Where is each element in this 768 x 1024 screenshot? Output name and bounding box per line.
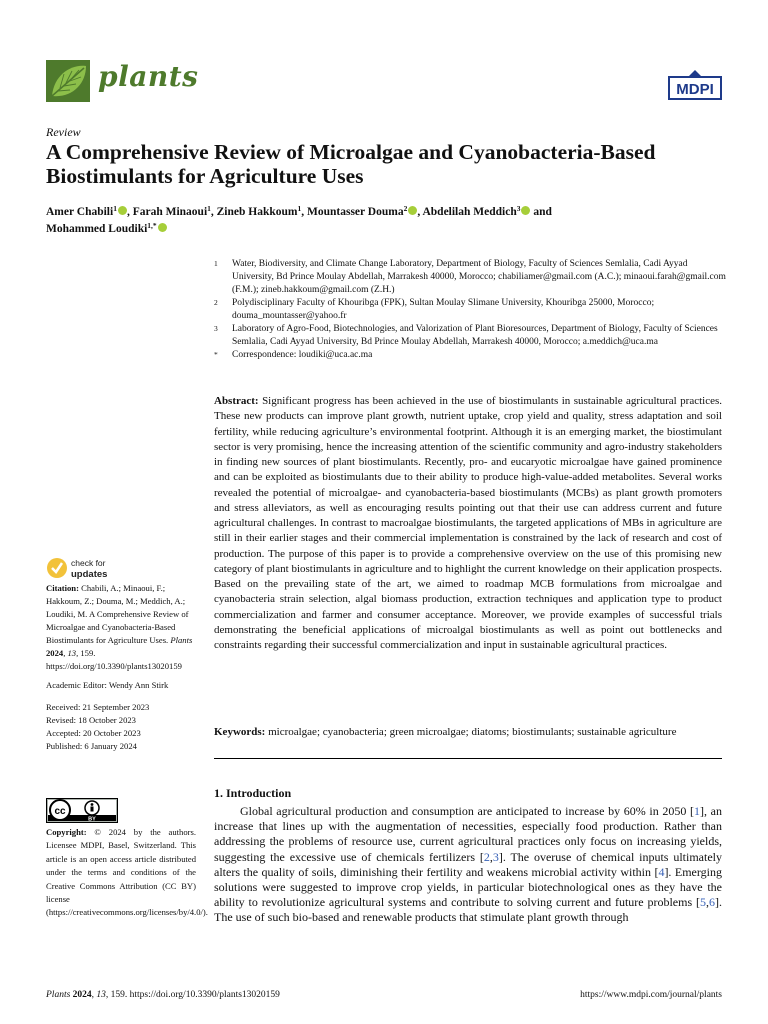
orcid-icon[interactable] (118, 206, 127, 215)
academic-editor: Academic Editor: Wendy Ann Stirk (46, 680, 169, 690)
intro-paragraph (214, 804, 722, 926)
mdpi-logo-text: MDPI (676, 81, 714, 98)
revised-date: Revised: 18 October 2023 (46, 715, 136, 725)
citation-journal: Plants (170, 635, 193, 645)
author-affiliation-marker: 2 (403, 204, 408, 213)
affiliation-text: Polydisciplinary Faculty of Khouribga (FPK), Sultan Moulay Slimane University, Khouribga 25000, Morocco; douma_mountasser@yahoo.fr (232, 298, 655, 321)
author-name[interactable]: Mohammed Loudiki (46, 223, 148, 235)
reference-link[interactable]: 5 (700, 895, 706, 910)
check-for-updates-badge[interactable] (46, 555, 126, 581)
author-affiliation-marker: 1 (207, 204, 211, 213)
intro-text-run: ]. The overuse of chemical inputs ultimately alters the quality of soils, diminishing their fertility and weakens microbial activity within [ (214, 849, 722, 879)
correspondence (214, 349, 726, 362)
abstract-label: Abstract: (214, 395, 259, 407)
orcid-icon[interactable] (408, 206, 417, 215)
author-list (46, 204, 736, 238)
citation-doi[interactable]: 159. https://doi.org/10.3390/plants13020159 (46, 648, 182, 671)
author-affiliation-marker: 1 (113, 204, 117, 213)
reference-link[interactable]: 4 (658, 864, 665, 879)
section-heading: 1. Introduction (214, 786, 292, 800)
abstract (214, 394, 722, 653)
intro-text-run: , (706, 895, 709, 910)
author-name[interactable]: Amer Chabili (46, 206, 114, 218)
author-affiliation-marker: 3 (516, 204, 521, 213)
author-separator: , (301, 206, 307, 218)
copyright-notice (46, 826, 208, 920)
cc-badge-label: BY (88, 816, 96, 823)
intro-text-run: , (489, 849, 493, 864)
author-name[interactable]: Abdelilah Meddich (422, 206, 517, 218)
affiliation-number: 2 (214, 298, 218, 307)
footer-doi[interactable]: 159. https://doi.org/10.3390/plants13020159 (110, 990, 280, 1000)
affiliation-item (214, 258, 726, 297)
affiliation-number: 3 (214, 324, 218, 333)
article-title: A Comprehensive Review of Microalgae and Cyanobacteria-Based Biostimulants for Agriculture Uses (46, 140, 656, 188)
orcid-icon[interactable] (158, 223, 167, 232)
accepted-date: Accepted: 20 October 2023 (46, 728, 141, 738)
author-affiliation-marker: 1,* (147, 221, 157, 230)
affiliations (214, 258, 726, 362)
author-name[interactable]: Mountasser Douma (307, 206, 404, 218)
citation-label: Citation: (46, 583, 79, 593)
reference-link[interactable]: 1 (694, 804, 701, 818)
cc-by-license-icon[interactable] (46, 798, 118, 823)
keywords-text: microalgae; cyanobacteria; green microalgae; diatoms; biostimulants; sustainable agriculture (268, 726, 677, 738)
citation-year: 2024 (46, 648, 64, 658)
intro-text-run: ], an increase that lines up with the augmentation of necessities, especially food production. Rather than addressing the problems of resource use, current agricultural practices only focus on increasing yields, suggesting the excessive use of chemicals fertilizers [ (214, 804, 722, 864)
article-type: Review (46, 125, 81, 139)
publication-dates (46, 701, 196, 753)
author-name[interactable]: Farah Minaoui (132, 206, 208, 218)
mdpi-logo (668, 68, 722, 102)
author-separator: , (210, 206, 217, 218)
author-affiliation-marker: 1 (297, 204, 302, 213)
author-separator: , (417, 206, 423, 218)
intro-text-run: ]. The use of such bio-based and renewable products that stimulate plant growth through (214, 895, 722, 925)
affiliation-text: Laboratory of Agro-Food, Biotechnologies, and Valorization of Plant Bioresources, Department of Biology, Faculty of Sciences Semlalia, Cadi Ayyad University, Bd Prince Moulay Abdellah, Marrakesh 40000, Morocco; a.meddich@uca.ma (232, 324, 718, 347)
reference-link[interactable]: 2 (483, 849, 490, 864)
copyright-label: Copyright: (46, 827, 87, 837)
intro-text-run: ]. Emerging solutions were suggested to improve crop yields, in particular biotechnological ones as they have the ability to revolutionize agricultural systems and contribute to solving current and future problems [ (214, 864, 722, 910)
abstract-text: Significant progress has been achieved in the use of biostimulants in sustainable agricultural practices. These new products can improve plant growth, nutrient uptake, crop yield and quality, stress adaptation and soil fertility, while reducing agriculture’s environmental footprint. Although it is an emerging market, the biostimulant sector is very promising, hence the increasing attention of the scientific community and agro-industry stakeholders in finding new sources of plant biostimulants. Recently, pro- and eucaryotic microalgae have gained prominence and can be exploited as biostimulants due to their ability to produce high-value-added metabolites. Several works revealed the potential of microalgae- and cyanobacteria-based biostimulants (MCBs) as plant growth promoters and stress alleviators, as well as encouraging results pointing out that their use can address current and future agricultural challenges. In contrast to macroalgae biostimulants, the targeted applications of MBs in agriculture are still in their earlier stages and their commercial implementation is constrained by the lack of research and cost of production. The purpose of this paper is to provide a comprehensive overview on the use of this promising new category of plant biostimulants in agriculture and to highlight the current knowledge on their application prospects. Based on the prevailing state of the art, we aimed to roadmap MCB formulations from microalgae and cyanobacteria strain selection, algal biomass production, extraction techniques and application type to product commercialization and farmer and consumer acceptance. Moreover, we provide examples of successful trials demonstrating the beneficial applications of microalgal biostimulants as well as point out bottlenecks and constraints regarding their successful commercialization and input in sustainable agricultural practices. (214, 395, 723, 651)
keywords (214, 725, 722, 740)
received-date: Received: 21 September 2023 (46, 702, 150, 712)
citation-volume: 13 (67, 648, 77, 658)
footer-citation: Plants 2024, 13, 159. https://doi.org/10.3390/plants13020159 (46, 990, 280, 1000)
published-date: Published: 6 January 2024 (46, 741, 137, 751)
sidebar (46, 582, 196, 753)
footer-volume: 13 (96, 990, 106, 1000)
reference-link[interactable]: 3 (492, 849, 499, 864)
affiliation-number: * (214, 350, 218, 359)
section-divider (214, 758, 722, 759)
journal-name: plants (98, 60, 199, 93)
check-updates-line1: check for (71, 558, 106, 568)
footer-journal-url[interactable]: https://www.mdpi.com/journal/plants (580, 990, 722, 1000)
plants-leaf-logo (46, 60, 90, 102)
author-line-2 (46, 221, 736, 238)
svg-text:cc: cc (54, 806, 66, 817)
affiliation-item (214, 297, 726, 323)
intro-text-run: Global agricultural production and consumption are anticipated to increase by 60% in 2050 [ (240, 804, 695, 818)
citation-text: Chabili, A.; Minaoui, F.; Hakkoum, Z.; Douma, M.; Meddich, A.; Loudiki, M. A Comprehensive Review of Microalgae and Cyanobacteria-Based Biostimulants for Agriculture Uses. (46, 583, 189, 645)
author-separator: , (126, 206, 133, 218)
author-line-1 (46, 204, 736, 221)
affiliation-number: 1 (214, 259, 218, 268)
footer-journal: Plants (46, 990, 71, 1000)
reference-link[interactable]: 6 (709, 895, 715, 910)
copyright-text: © 2024 by the authors. Licensee MDPI, Basel, Switzerland. This article is an open access article distributed under the terms and conditions of the Creative Commons Attribution (CC BY) license (https://creativecommons.org/licenses/by/4.0/). (46, 827, 208, 918)
affiliation-text: Water, Biodiversity, and Climate Change Laboratory, Department of Biology, Faculty of Sciences Semlalia, Cadi Ayyad University, Bd Prince Moulay Abdellah, Marrakesh 40000, Morocco; chabiliamer@gmail.com (A.C.); minaoui.farah@gmail.com (F.M.); zineb.hakkoum@gmail.com (Z.H.) (232, 259, 726, 295)
affiliation-item (214, 323, 726, 349)
keywords-label: Keywords: (214, 726, 266, 738)
check-updates-line2: updates (71, 569, 108, 580)
affiliation-text: Correspondence: loudiki@uca.ac.ma (232, 350, 373, 360)
author-name[interactable]: Zineb Hakkoum (216, 206, 298, 218)
citation: Citation: Chabili, A.; Minaoui, F.; Hakkoum, Z.; Douma, M.; Meddich, A.; Loudiki, M. A Comprehensive Review of Microalgae and Cyanobacteria-Based Biostimulants for Agriculture Uses. Plants 2024, 13, 159. https://doi.org/10.3390/plants13020159 (46, 583, 193, 671)
footer-year: 2024 (72, 990, 92, 1000)
author-separator: and (530, 206, 552, 218)
